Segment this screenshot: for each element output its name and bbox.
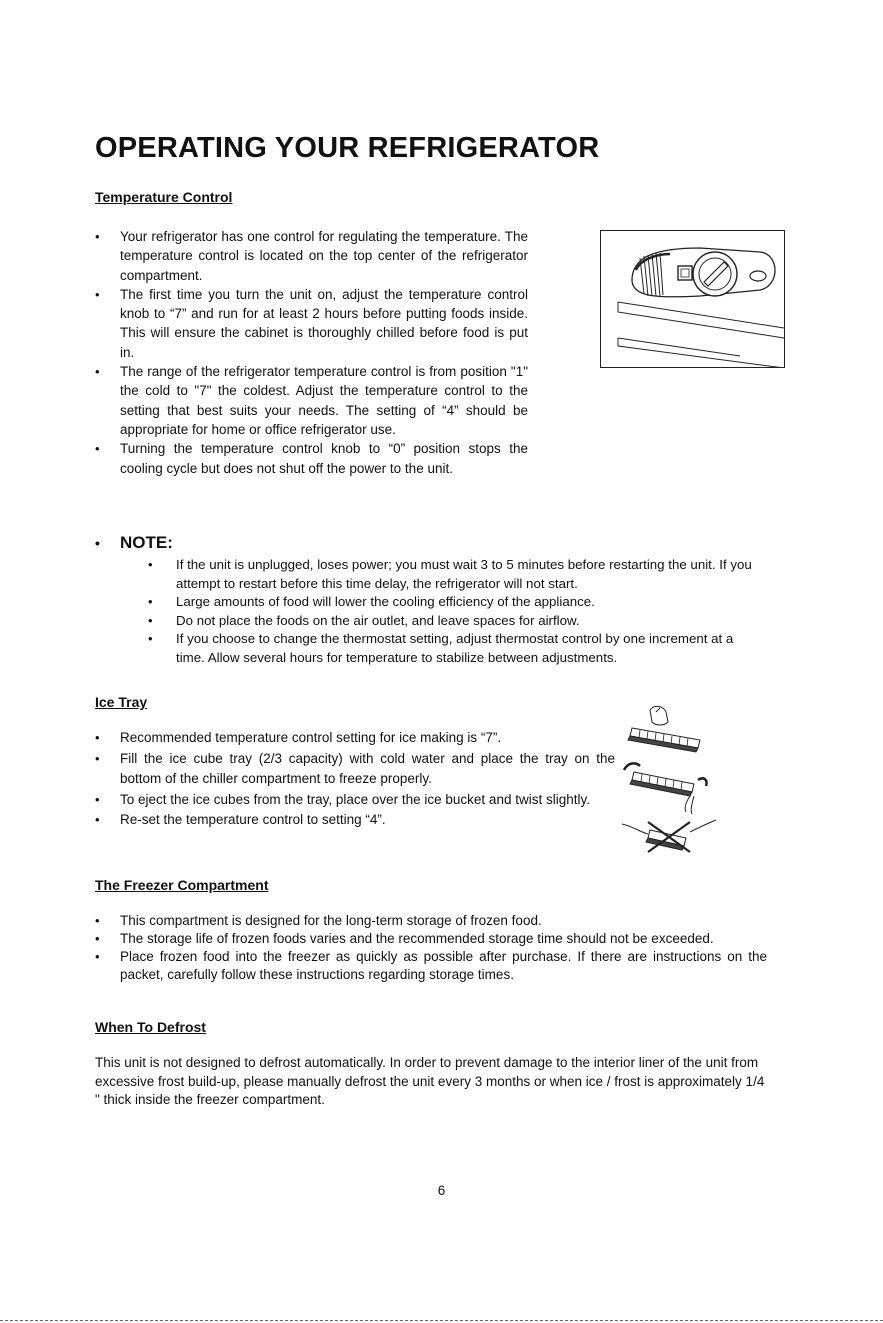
list-item: • To eject the ice cubes from the tray, place over the ice bucket and twist slightly. bbox=[95, 790, 615, 811]
ice-tray-illustration bbox=[620, 700, 720, 860]
list-item: • The first time you turn the unit on, adjust the temperature control knob to “7” and run for at least 2 hours before putting foods inside. This will ensure the cabinet is thoroughly chilled before food is put in. bbox=[95, 285, 528, 362]
temperature-control-illustration bbox=[600, 230, 785, 368]
list-item: • Recommended temperature control setting for ice making is “7”. bbox=[95, 728, 615, 749]
temperature-control-heading: Temperature Control bbox=[95, 189, 233, 205]
list-item: • Re-set the temperature control to setting “4”. bbox=[95, 810, 615, 831]
list-item: • This compartment is designed for the long-term storage of frozen food. bbox=[95, 912, 767, 930]
list-item: • Do not place the foods on the air outlet, and leave spaces for airflow. bbox=[148, 612, 758, 631]
list-item: • If the unit is unplugged, loses power; you must wait 3 to 5 minutes before restarting the unit. If you attempt to restart before this time delay, the refrigerator will not start. bbox=[148, 556, 758, 593]
page-bottom-border bbox=[0, 1320, 883, 1321]
list-item: • Your refrigerator has one control for regulating the temperature. The temperature control is located on the top center of the refrigerator compartment. bbox=[95, 227, 528, 285]
list-item: • If you choose to change the thermostat setting, adjust thermostat control by one increment at a time. Allow several hours for temperature to stabilize between adjustments. bbox=[148, 630, 758, 667]
note-label: • NOTE: bbox=[95, 533, 173, 552]
defrost-paragraph: This unit is not designed to defrost automatically. In order to prevent damage to the interior liner of the unit from excessive frost build-up, please manually defrost the unit every 3 months or when ice / frost is approximately 1/4 " thick inside the freezer compartment. bbox=[95, 1055, 765, 1108]
list-item: • The range of the refrigerator temperature control is from position "1" the cold to "7" the coldest. Adjust the temperature control to the setting that best suits your needs. The setting of “4” should be appropriate for home or office refrigerator use. bbox=[95, 362, 528, 439]
note-label-text: NOTE: bbox=[120, 533, 173, 552]
defrost-heading: When To Defrost bbox=[95, 1019, 206, 1035]
freezer-list bbox=[95, 912, 767, 984]
temperature-control-list bbox=[95, 227, 528, 478]
ice-tray-heading: Ice Tray bbox=[95, 694, 148, 710]
list-item: • Place frozen food into the freezer as quickly as possible after purchase. If there are instructions on the packet, carefully follow these instructions regarding storage times. bbox=[95, 948, 767, 983]
page-number: 6 bbox=[437, 1183, 446, 1198]
list-item: • Turning the temperature control knob to “0” position stops the cooling cycle but does not shut off the power to the unit. bbox=[95, 439, 528, 478]
list-item: • Fill the ice cube tray (2/3 capacity) with cold water and place the tray on the bottom of the chiller compartment to freeze properly. bbox=[95, 749, 615, 790]
page-title: OPERATING YOUR REFRIGERATOR bbox=[95, 132, 600, 164]
freezer-heading: The Freezer Compartment bbox=[95, 877, 269, 893]
note-list bbox=[148, 556, 758, 668]
list-item: • Large amounts of food will lower the cooling efficiency of the appliance. bbox=[148, 593, 758, 612]
ice-tray-list bbox=[95, 728, 615, 831]
list-item: • The storage life of frozen foods varies and the recommended storage time should not be exceeded. bbox=[95, 930, 767, 948]
